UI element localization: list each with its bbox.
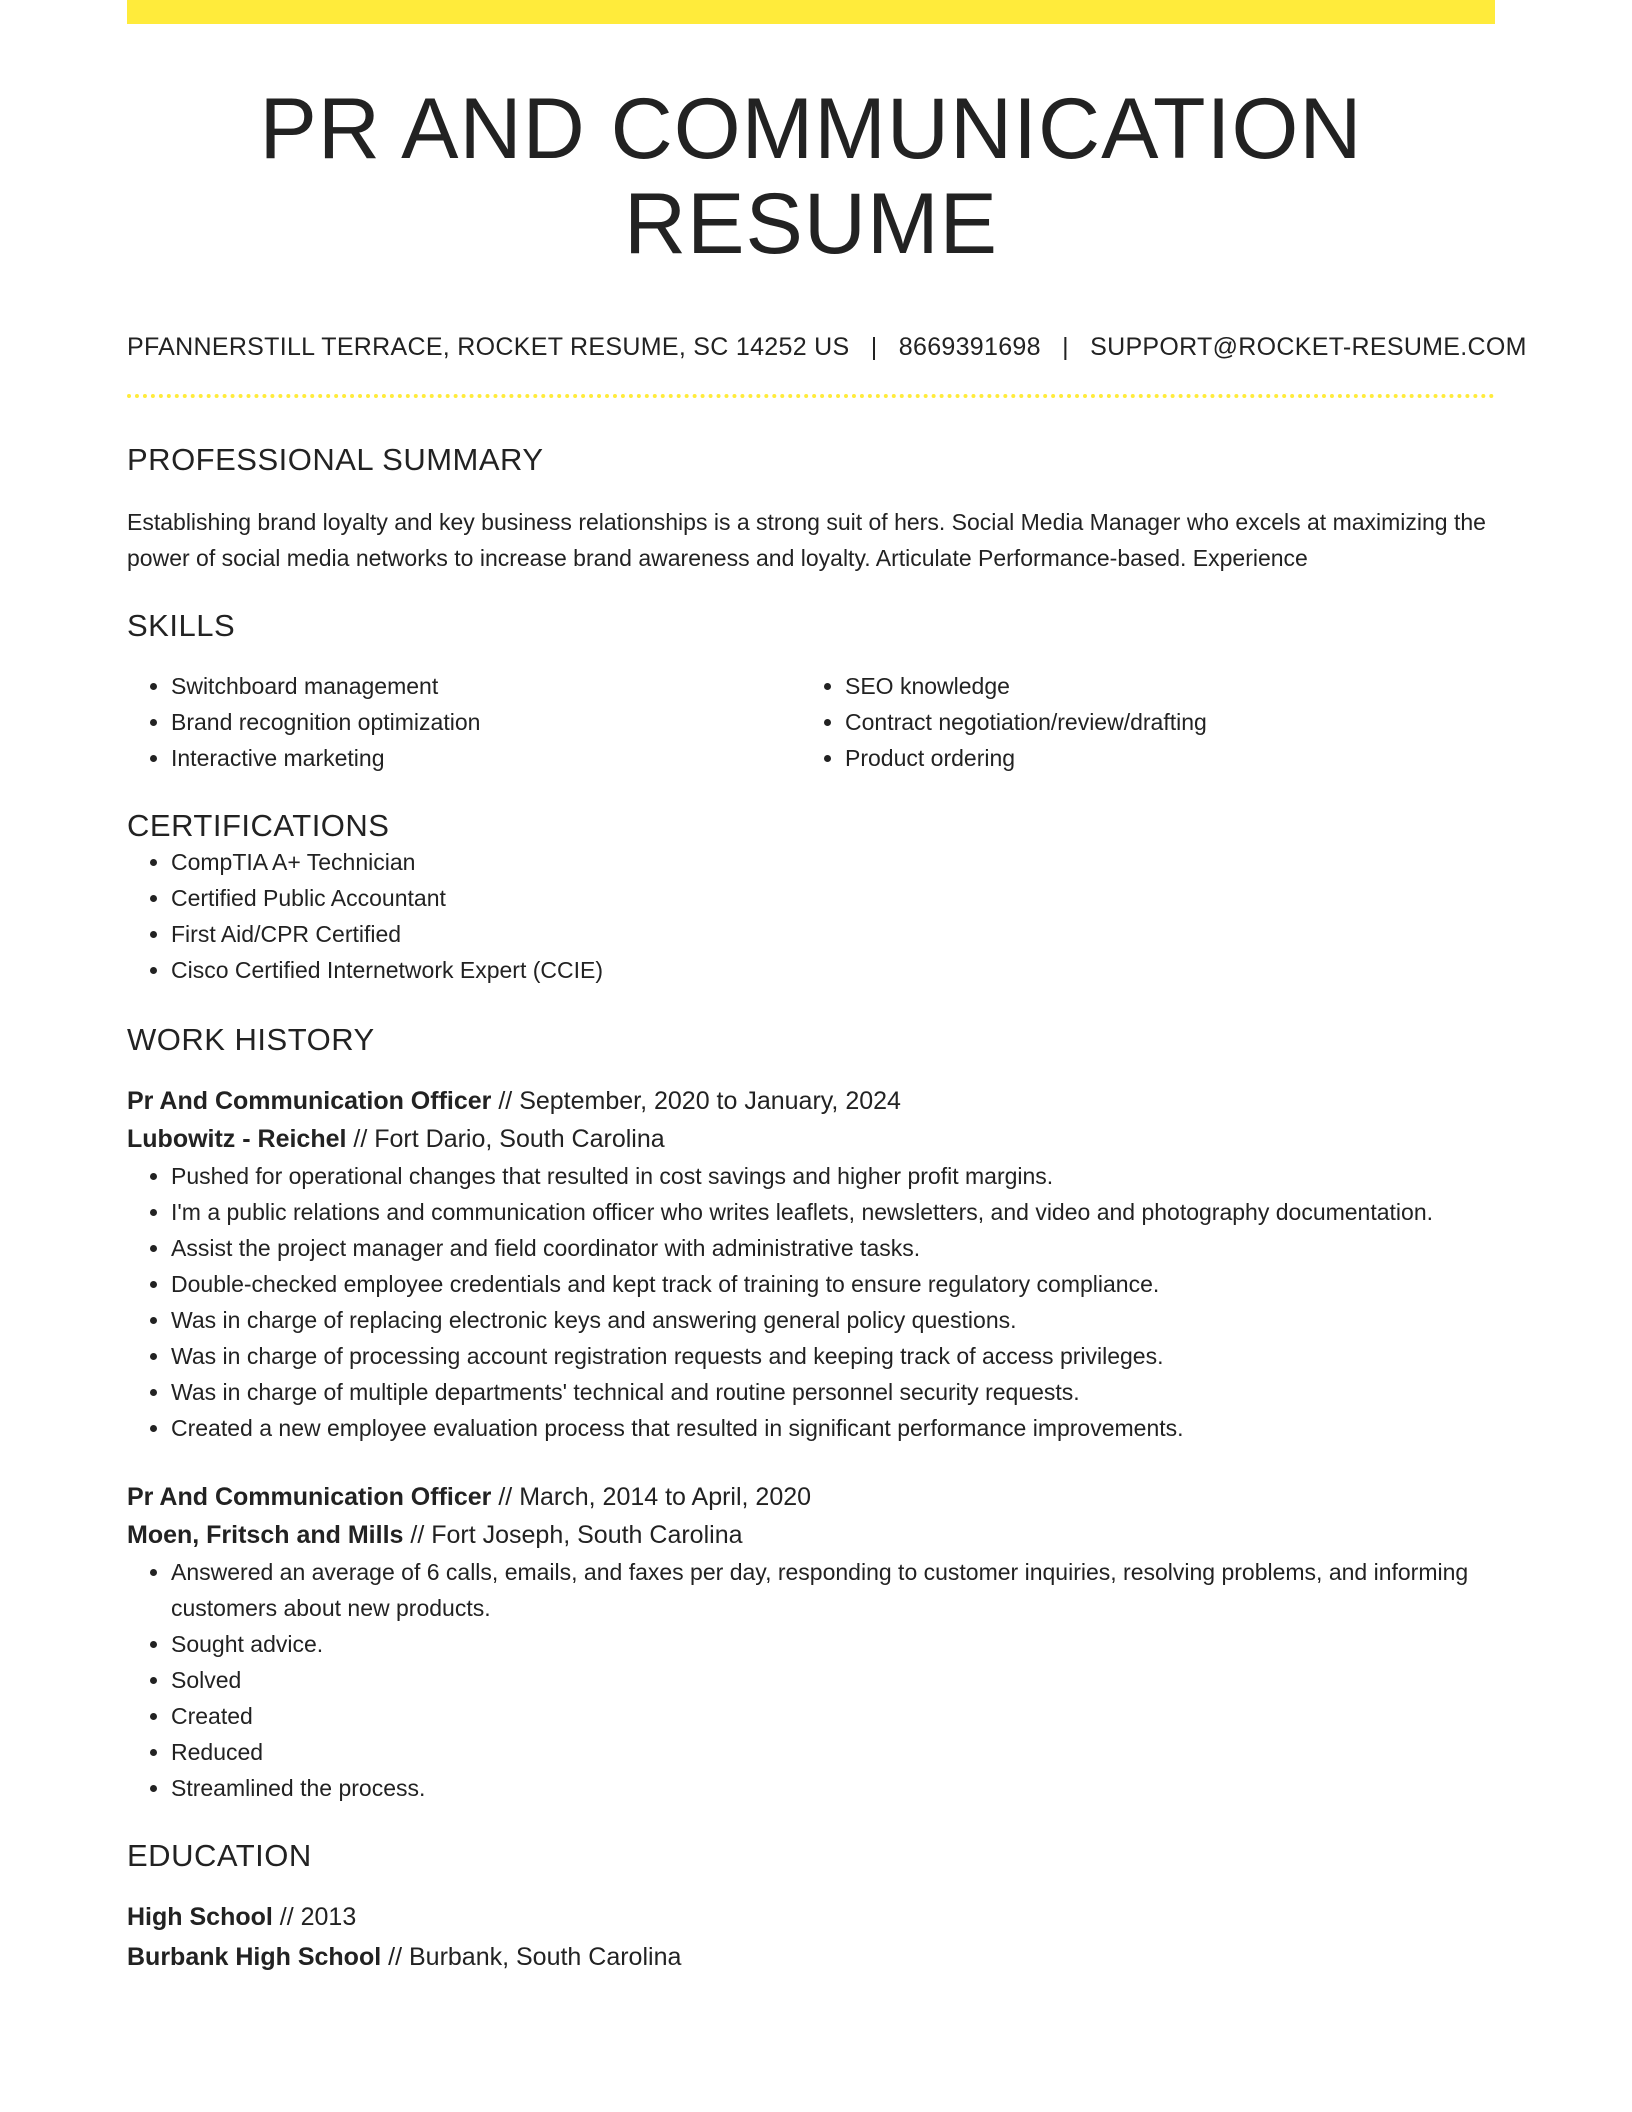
resume-title: PR AND COMMUNICATION RESUME: [259, 81, 1363, 272]
job-duty: • Created: [171, 1698, 1495, 1734]
job-title: Pr And Communication Officer: [127, 1087, 492, 1116]
skills-column-right: [801, 668, 1475, 776]
job-company-line: [127, 1120, 1495, 1158]
certification-item: • Certified Public Accountant: [171, 880, 1495, 916]
job-company: Moen, Fritsch and Mills: [127, 1521, 404, 1550]
job-company: Lubowitz - Reichel: [127, 1125, 347, 1154]
summary-text: Establishing brand loyalty and key business relationships is a strong suit of hers. Social Media Manager who excels at maximizing the power of social media networks to increase brand awareness and loyalty. Articulate Performance-based. Experience: [127, 509, 1486, 572]
certification-item: • Cisco Certified Internetwork Expert (CCIE): [171, 952, 1495, 988]
accent-bar: [127, 0, 1495, 24]
job-duty: • Was in charge of replacing electronic keys and answering general policy questions.: [171, 1302, 1495, 1338]
job-duty: • Streamlined the process.: [171, 1770, 1495, 1806]
skill-item: • Brand recognition optimization: [171, 704, 801, 740]
education-degree-line: [127, 1898, 1495, 1936]
job-duty: • Assist the project manager and field coordinator with administrative tasks.: [171, 1230, 1495, 1266]
job-duty: • Created a new employee evaluation process that resulted in significant performance improvements.: [171, 1410, 1495, 1446]
delimiter: //: [346, 1125, 375, 1154]
delimiter: //: [403, 1521, 432, 1550]
certification-item: • CompTIA A+ Technician: [171, 844, 1495, 880]
job-duty: • Answered an average of 6 calls, emails, and faxes per day, responding to customer inquiries, resolving problems, and informing customers about new products.: [171, 1554, 1495, 1626]
certifications-heading: CERTIFICATIONS: [127, 808, 390, 844]
job-duty: • I'm a public relations and communication officer who writes leaflets, newsletters, and video and photography documentation.: [171, 1194, 1495, 1230]
work-history-heading: WORK HISTORY: [127, 1022, 375, 1058]
skill-item: • SEO knowledge: [845, 668, 1475, 704]
skill-item: • Contract negotiation/review/drafting: [845, 704, 1475, 740]
skills-column-left: [127, 668, 801, 776]
delimiter: //: [272, 1903, 301, 1932]
summary-heading: PROFESSIONAL SUMMARY: [127, 442, 544, 478]
job-location: Fort Joseph, South Carolina: [431, 1521, 743, 1550]
job-dates: September, 2020 to January, 2024: [519, 1087, 901, 1116]
contact-phone: 8669391698: [898, 333, 1041, 362]
contact-separator: |: [1062, 333, 1069, 362]
education-location: Burbank, South Carolina: [408, 1943, 682, 1972]
education-school: Burbank High School: [127, 1943, 382, 1972]
certifications-list: [127, 844, 1495, 988]
job-company-line: [127, 1516, 1495, 1554]
skills-list-right: [801, 668, 1475, 776]
job-dates: March, 2014 to April, 2020: [519, 1483, 812, 1512]
job-location: Fort Dario, South Carolina: [374, 1125, 665, 1154]
job-duty: • Solved: [171, 1662, 1495, 1698]
job-duty: • Was in charge of multiple departments' technical and routine personnel security requests.: [171, 1374, 1495, 1410]
education-year: 2013: [300, 1903, 357, 1932]
certification-item: • First Aid/CPR Certified: [171, 916, 1495, 952]
job-duty: • Pushed for operational changes that resulted in cost savings and higher profit margins.: [171, 1158, 1495, 1194]
job-entry: [127, 1478, 1495, 1806]
job-duty: • Reduced: [171, 1734, 1495, 1770]
resume-page: [127, 0, 1527, 1976]
education-heading: EDUCATION: [127, 1838, 312, 1874]
skill-item: • Switchboard management: [171, 668, 801, 704]
job-title: Pr And Communication Officer: [127, 1483, 492, 1512]
job-duty: • Sought advice.: [171, 1626, 1495, 1662]
job-title-line: [127, 1478, 1495, 1516]
contact-email: SUPPORT@ROCKET-RESUME.COM: [1090, 333, 1527, 362]
skill-item: • Interactive marketing: [171, 740, 801, 776]
contact-line: [127, 333, 1527, 362]
skills-list-left: [127, 668, 801, 776]
contact-address: PFANNERSTILL TERRACE, ROCKET RESUME, SC 14252 US: [127, 333, 850, 362]
job-entry: [127, 1082, 1495, 1446]
dotted-divider: [127, 394, 1495, 398]
delimiter: //: [491, 1087, 520, 1116]
contact-separator: |: [870, 333, 878, 362]
job-duties-list: [127, 1554, 1495, 1806]
skills-columns: [127, 668, 1495, 776]
job-duty: • Double-checked employee credentials and kept track of training to ensure regulatory compliance.: [171, 1266, 1495, 1302]
job-title-line: [127, 1082, 1495, 1120]
education-school-line: [127, 1938, 1495, 1976]
job-duty: • Was in charge of processing account registration requests and keeping track of access privileges.: [171, 1338, 1495, 1374]
skill-item: • Product ordering: [845, 740, 1475, 776]
delimiter: //: [381, 1943, 409, 1972]
skills-heading: SKILLS: [127, 608, 236, 644]
delimiter: //: [491, 1483, 520, 1512]
education-degree: High School: [127, 1903, 273, 1932]
job-duties-list: [127, 1158, 1495, 1446]
